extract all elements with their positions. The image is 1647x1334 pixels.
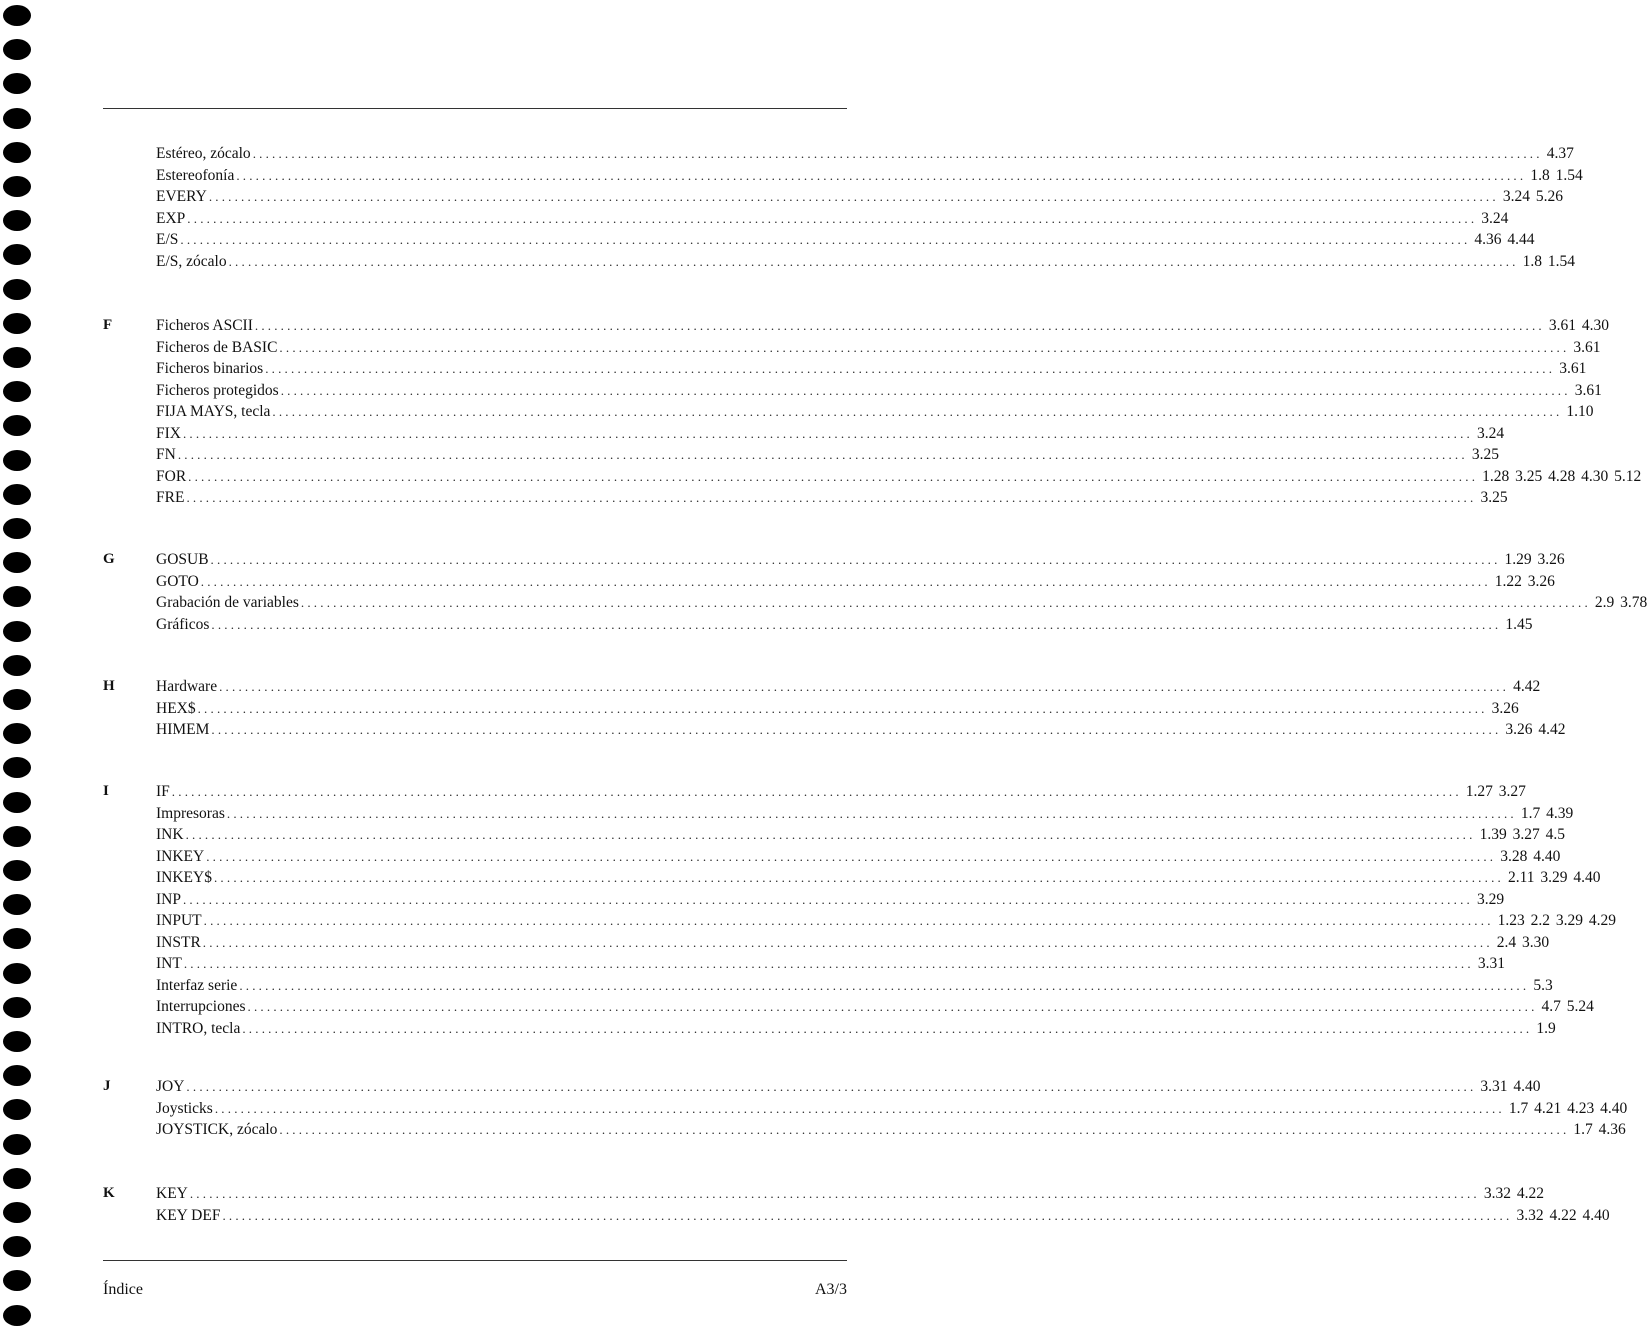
binder-hole xyxy=(3,415,31,436)
entry-page-refs: 3.32 4.22 xyxy=(1483,1185,1544,1202)
binder-hole xyxy=(3,176,31,197)
entry-page-refs: 3.32 4.22 4.40 xyxy=(1516,1206,1610,1224)
leader-dots: ........................................................................................................................................................................................................ xyxy=(254,318,1545,333)
binder-hole xyxy=(3,552,31,573)
entry-page-refs: 1.22 3.26 xyxy=(1494,572,1555,590)
entry-page-refs: 1.23 2.2 3.29 4.29 xyxy=(1497,912,1617,929)
leader-dots: ........................................................................................................................................................................................................ xyxy=(242,1020,1533,1036)
binder-hole xyxy=(3,997,31,1018)
entry-term: FIJA MAYS, tecla xyxy=(156,403,271,420)
entry-term: HIMEM xyxy=(156,721,210,738)
binder-hole xyxy=(3,1202,31,1223)
footer-title: Índice xyxy=(103,1281,143,1298)
binder-hole xyxy=(3,1099,31,1120)
entry-term: Gráficos xyxy=(156,615,210,633)
entry-term: GOSUB xyxy=(156,551,209,568)
leader-dots: ........................................................................................................................................................................................................ xyxy=(203,913,1494,928)
binder-hole xyxy=(3,1305,31,1326)
binder-holes xyxy=(0,0,40,1334)
entry-term: Estéreo, zócalo xyxy=(156,145,251,162)
entry-term: E/S xyxy=(156,231,179,248)
entry-page-refs: 1.39 3.27 4.5 xyxy=(1479,826,1565,843)
entry-page-refs: 3.29 xyxy=(1476,890,1505,908)
binder-hole xyxy=(3,621,31,642)
binder-hole xyxy=(3,518,31,539)
index-entry xyxy=(156,953,1505,975)
entry-term: Impresoras xyxy=(156,804,225,822)
leader-dots: ........................................................................................................................................................................................................ xyxy=(183,956,1474,971)
entry-term: Ficheros protegidos xyxy=(156,381,279,399)
index-entry xyxy=(156,143,1574,165)
binder-hole xyxy=(3,963,31,984)
binder-hole xyxy=(3,689,31,710)
entry-page-refs: 3.26 xyxy=(1491,699,1519,717)
leader-dots: ........................................................................................................................................................................................................ xyxy=(182,425,1473,441)
leader-dots: ........................................................................................................................................................................................................ xyxy=(200,573,1491,589)
leader-dots: ........................................................................................................................................................................................................ xyxy=(219,679,1510,694)
entry-page-refs: 2.4 3.30 xyxy=(1496,933,1550,951)
index-entry xyxy=(156,698,1519,720)
binder-hole xyxy=(3,894,31,915)
entry-page-refs: 1.10 xyxy=(1566,403,1594,420)
leader-dots: ........................................................................................................................................................................................................ xyxy=(265,361,1556,376)
index-entry xyxy=(156,401,1594,423)
index-entry xyxy=(156,781,1526,803)
binder-hole xyxy=(3,1065,31,1086)
entry-page-refs: 3.61 xyxy=(1574,381,1602,399)
entry-term: Hardware xyxy=(156,678,218,695)
binder-hole xyxy=(3,1236,31,1257)
leader-dots: ........................................................................................................................................................................................................ xyxy=(185,827,1476,842)
entry-page-refs: 5.3 xyxy=(1533,976,1553,994)
leader-dots: ........................................................................................................................................................................................................ xyxy=(182,891,1473,907)
entry-term: Grabación de variables xyxy=(156,594,299,611)
binder-hole xyxy=(3,381,31,402)
binder-hole xyxy=(3,792,31,813)
entry-term: Interfaz serie xyxy=(156,976,238,994)
bottom-rule xyxy=(103,1260,847,1261)
entry-page-refs: 4.42 xyxy=(1513,678,1541,695)
leader-dots: ........................................................................................................................................................................................................ xyxy=(186,490,1477,505)
entry-term: INP xyxy=(156,890,181,908)
entry-page-refs: 1.7 4.21 4.23 4.40 xyxy=(1508,1099,1628,1117)
index-entry xyxy=(156,229,1535,251)
binder-hole xyxy=(3,279,31,300)
binder-hole xyxy=(3,108,31,129)
entry-term: IF xyxy=(156,783,170,800)
leader-dots: ........................................................................................................................................................................................................ xyxy=(226,805,1517,821)
index-entry xyxy=(156,337,1601,359)
index-entry xyxy=(156,803,1574,825)
leader-dots: ........................................................................................................................................................................................................ xyxy=(247,999,1538,1014)
binder-hole xyxy=(3,655,31,676)
index-entry xyxy=(156,846,1561,868)
leader-dots: ........................................................................................................................................................................................................ xyxy=(211,616,1502,632)
leader-dots: ........................................................................................................................................................................................................ xyxy=(213,870,1504,885)
leader-dots: ........................................................................................................................................................................................................ xyxy=(189,1186,1480,1201)
binder-hole xyxy=(3,826,31,847)
leader-dots: ........................................................................................................................................................................................................ xyxy=(228,253,1519,269)
leader-dots: ........................................................................................................................................................................................................ xyxy=(197,700,1488,716)
entry-page-refs: 3.24 5.26 xyxy=(1502,188,1563,205)
entry-page-refs: 1.7 4.36 xyxy=(1573,1121,1626,1138)
entry-term: JOYSTICK, zócalo xyxy=(156,1121,278,1138)
entry-term: INKEY xyxy=(156,847,205,865)
entry-term: INSTR xyxy=(156,933,201,951)
binder-hole xyxy=(3,586,31,607)
section-letter: K xyxy=(103,1185,115,1201)
entry-page-refs: 1.8 1.54 xyxy=(1522,252,1575,270)
entry-page-refs: 3.26 4.42 xyxy=(1505,721,1566,738)
leader-dots: ........................................................................................................................................................................................................ xyxy=(239,977,1530,993)
leader-dots: ........................................................................................................................................................................................................ xyxy=(171,784,1462,799)
index-entry xyxy=(156,824,1565,846)
binder-hole xyxy=(3,1168,31,1189)
entry-term: JOY xyxy=(156,1078,185,1095)
entry-page-refs: 1.8 1.54 xyxy=(1530,166,1583,184)
entry-page-refs: 3.31 4.40 xyxy=(1480,1078,1541,1095)
index-entry xyxy=(156,1205,1610,1227)
index-entry xyxy=(156,444,1499,466)
entry-page-refs: 1.9 xyxy=(1536,1019,1556,1037)
index-entry xyxy=(156,380,1602,402)
entry-term: Ficheros de BASIC xyxy=(156,338,278,356)
index-entry xyxy=(156,466,1642,488)
leader-dots: ........................................................................................................................................................................................................ xyxy=(214,1100,1505,1116)
index-entry xyxy=(156,676,1541,698)
index-entry xyxy=(156,1076,1541,1098)
leader-dots: ........................................................................................................................................................................................................ xyxy=(206,848,1497,864)
index-entry xyxy=(156,889,1505,911)
section-letter: G xyxy=(103,551,115,567)
leader-dots: ........................................................................................................................................................................................................ xyxy=(177,447,1468,462)
entry-term: INT xyxy=(156,955,182,972)
leader-dots: ........................................................................................................................................................................................................ xyxy=(187,210,1478,226)
entry-term: FOR xyxy=(156,467,187,485)
entry-page-refs: 4.36 4.44 xyxy=(1474,231,1535,248)
index-entry xyxy=(156,1098,1628,1120)
section-letter: J xyxy=(103,1078,111,1094)
entry-page-refs: 3.24 xyxy=(1481,209,1509,227)
entry-page-refs: 1.28 3.25 4.28 4.30 5.12 xyxy=(1482,467,1642,485)
entry-page-refs: 3.24 xyxy=(1476,424,1505,442)
entry-term: INKEY$ xyxy=(156,869,212,886)
binder-hole xyxy=(3,1031,31,1052)
index-entry xyxy=(156,186,1563,208)
binder-hole xyxy=(3,928,31,949)
entry-term: FN xyxy=(156,446,176,463)
entry-page-refs: 3.28 4.40 xyxy=(1500,847,1561,865)
leader-dots: ........................................................................................................................................................................................................ xyxy=(210,552,1501,567)
index-entry xyxy=(156,996,1594,1018)
index-entry xyxy=(156,165,1583,187)
binder-hole xyxy=(3,39,31,60)
entry-page-refs: 3.61 4.30 xyxy=(1548,317,1609,334)
binder-hole xyxy=(3,450,31,471)
binder-hole xyxy=(3,860,31,881)
binder-hole xyxy=(3,1270,31,1291)
entry-term: HEX$ xyxy=(156,699,196,717)
index-entry xyxy=(156,719,1566,741)
leader-dots: ........................................................................................................................................................................................................ xyxy=(279,339,1570,355)
leader-dots: ........................................................................................................................................................................................................ xyxy=(222,1207,1513,1223)
entry-term: KEY DEF xyxy=(156,1206,221,1224)
entry-term: INK xyxy=(156,826,184,843)
section-letter: I xyxy=(103,783,109,799)
entry-term: Ficheros binarios xyxy=(156,360,264,377)
entry-page-refs: 3.31 xyxy=(1477,955,1505,972)
index-entry xyxy=(156,975,1553,997)
entry-page-refs: 4.7 5.24 xyxy=(1541,998,1594,1015)
entry-term: INPUT xyxy=(156,912,202,929)
index-entry xyxy=(156,910,1617,932)
entry-page-refs: 1.27 3.27 xyxy=(1465,783,1526,800)
entry-term: EVERY xyxy=(156,188,207,205)
entry-term: FRE xyxy=(156,489,185,506)
index-entry xyxy=(156,208,1509,230)
entry-page-refs: 1.7 4.39 xyxy=(1520,804,1574,822)
binder-hole xyxy=(3,484,31,505)
entry-page-refs: 3.61 xyxy=(1559,360,1587,377)
binder-hole xyxy=(3,73,31,94)
leader-dots: ........................................................................................................................................................................................................ xyxy=(208,189,1499,204)
top-rule xyxy=(103,108,847,109)
entry-term: GOTO xyxy=(156,572,199,590)
index-entry xyxy=(156,867,1601,889)
entry-term: Joysticks xyxy=(156,1099,213,1117)
entry-term: Interrupciones xyxy=(156,998,246,1015)
binder-hole xyxy=(3,1134,31,1155)
leader-dots: ........................................................................................................................................................................................................ xyxy=(188,468,1479,484)
leader-dots: ........................................................................................................................................................................................................ xyxy=(202,934,1493,950)
index-entry xyxy=(156,315,1609,337)
index-entry xyxy=(156,571,1555,593)
section-letter: H xyxy=(103,678,115,694)
index-entry xyxy=(156,1119,1626,1141)
binder-hole xyxy=(3,347,31,368)
index-entry xyxy=(156,358,1587,380)
binder-hole xyxy=(3,210,31,231)
binder-hole xyxy=(3,244,31,265)
binder-hole xyxy=(3,313,31,334)
index-entry xyxy=(156,423,1505,445)
binder-hole xyxy=(3,757,31,778)
index-entry xyxy=(156,251,1575,273)
leader-dots: ........................................................................................................................................................................................................ xyxy=(279,1122,1570,1137)
index-entry xyxy=(156,614,1533,636)
entry-page-refs: 1.45 xyxy=(1505,615,1533,633)
leader-dots: ........................................................................................................................................................................................................ xyxy=(252,146,1543,161)
entry-page-refs: 3.25 xyxy=(1471,446,1499,463)
index-entry xyxy=(156,1183,1544,1205)
binder-hole xyxy=(3,142,31,163)
binder-hole xyxy=(3,723,31,744)
index-entry xyxy=(156,592,1647,614)
entry-term: FIX xyxy=(156,424,181,442)
leader-dots: ........................................................................................................................................................................................................ xyxy=(272,404,1563,419)
leader-dots: ........................................................................................................................................................................................................ xyxy=(180,232,1471,247)
entry-page-refs: 1.29 3.26 xyxy=(1504,551,1565,568)
entry-term: KEY xyxy=(156,1185,188,1202)
leader-dots: ........................................................................................................................................................................................................ xyxy=(300,595,1591,610)
leader-dots: ........................................................................................................................................................................................................ xyxy=(280,382,1571,398)
page-number: A3/3 xyxy=(815,1281,847,1298)
leader-dots: ........................................................................................................................................................................................................ xyxy=(211,722,1502,737)
index-entry xyxy=(156,549,1565,571)
binder-hole xyxy=(3,5,31,26)
entry-term: Ficheros ASCII xyxy=(156,317,253,334)
leader-dots: ........................................................................................................................................................................................................ xyxy=(236,167,1527,183)
entry-page-refs: 3.25 xyxy=(1480,489,1508,506)
entry-page-refs: 2.11 3.29 4.40 xyxy=(1507,869,1601,886)
entry-term: INTRO, tecla xyxy=(156,1019,241,1037)
section-letter: F xyxy=(103,317,113,333)
entry-page-refs: 2.9 3.78 xyxy=(1594,594,1647,611)
leader-dots: ........................................................................................................................................................................................................ xyxy=(186,1079,1477,1094)
index-entry xyxy=(156,932,1550,954)
index-entry xyxy=(156,487,1508,509)
entry-term: Estereofonía xyxy=(156,166,235,184)
entry-page-refs: 4.37 xyxy=(1546,145,1574,162)
index-entry xyxy=(156,1018,1556,1040)
entry-term: E/S, zócalo xyxy=(156,252,227,270)
entry-page-refs: 3.61 xyxy=(1573,338,1601,356)
entry-term: EXP xyxy=(156,209,186,227)
